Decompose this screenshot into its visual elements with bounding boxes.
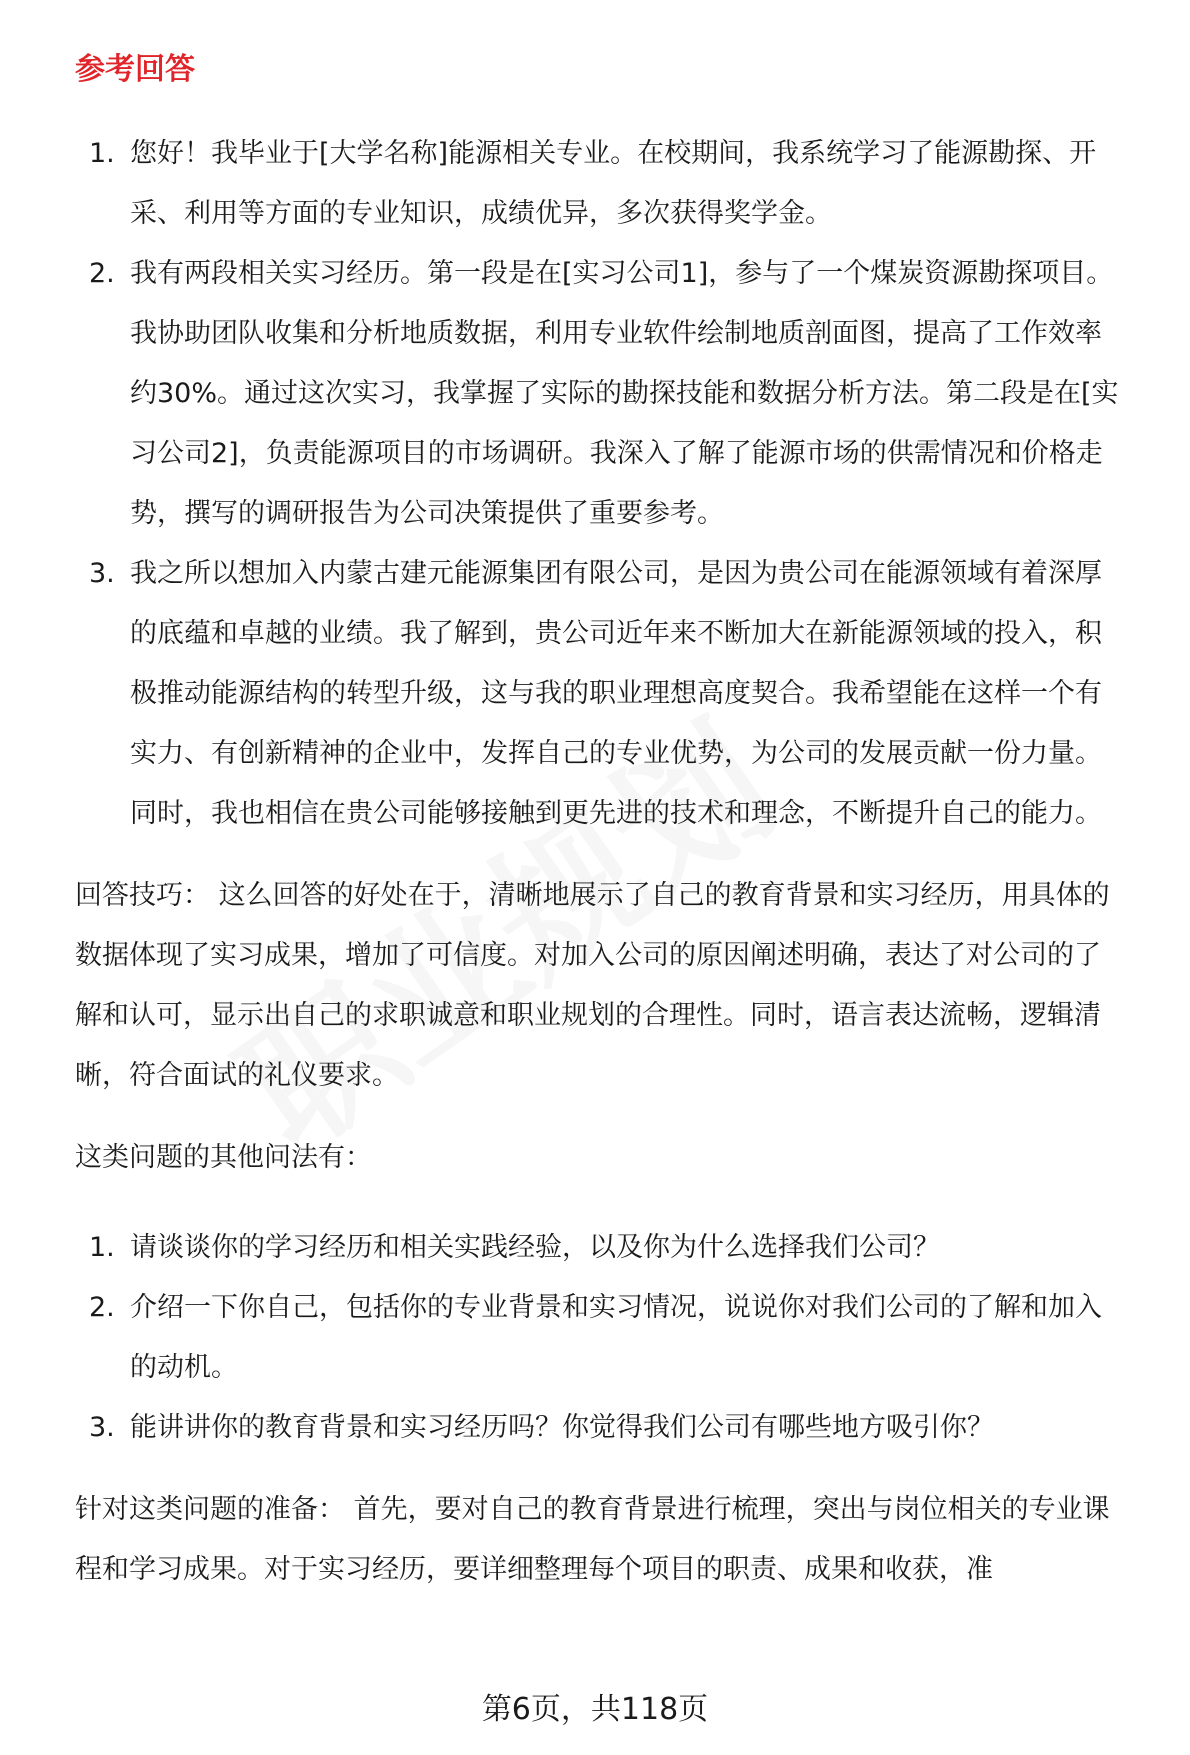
list-number: 3. xyxy=(89,558,115,589)
list-item xyxy=(75,1218,1120,1278)
list-text: 您好！我毕业于[大学名称]能源相关专业。在校期间，我系统学习了能源勘探、开采、利用等方面的专业知识，成绩优异，多次获得奖学金。 xyxy=(130,138,1097,229)
list-number: 1. xyxy=(89,138,115,169)
list-text: 能讲讲你的教育背景和实习经历吗？你觉得我们公司有哪些地方吸引你？ xyxy=(130,1412,994,1443)
answer-tips: 回答技巧： 这么回答的好处在于，清晰地展示了自己的教育背景和实习经历，用具体的数据体现了实习成果，增加了可信度。对加入公司的原因阐述明确，表达了对公司的了解和认可，显示出自己的求职诚意和职业规划的合理性。同时，语言表达流畅，逻辑清晰，符合面试的礼仪要求。 xyxy=(75,880,1110,1091)
list-text: 我之所以想加入内蒙古建元能源集团有限公司，是因为贵公司在能源领域有着深厚的底蕴和卓越的业绩。我了解到，贵公司近年来不断加大在新能源领域的投入，积极推动能源结构的转型升级，这与我的职业理想高度契合。我希望能在这样一个有实力、有创新精神的企业中，发挥自己的专业优势，为公司的发展贡献一份力量。同时，我也相信在贵公司能够接触到更先进的技术和理念，不断提升自己的能力。 xyxy=(130,558,1102,829)
preparation-text: 针对这类问题的准备： 首先，要对自己的教育背景进行梳理，突出与岗位相关的专业课程和学习成果。对于实习经历，要详细整理每个项目的职责、成果和收获，准 xyxy=(75,1494,1110,1585)
answer-list xyxy=(75,124,1120,844)
list-text: 我有两段相关实习经历。第一段是在[实习公司1]，参与了一个煤炭资源勘探项目。我协助团队收集和分析地质数据，利用专业软件绘制地质剖面图，提高了工作效率约30%。通过这次实习，我掌握了实际的勘探技能和数据分析方法。第二段是在[实习公司2]，负责能源项目的市场调研。我深入了解了能源市场的供需情况和价格走势，撰写的调研报告为公司决策提供了重要参考。 xyxy=(130,258,1119,529)
list-item xyxy=(75,124,1120,244)
list-number: 3. xyxy=(89,1412,115,1443)
list-number: 2. xyxy=(89,1292,115,1323)
list-number: 1. xyxy=(89,1232,115,1263)
other-ways-title: 这类问题的其他问法有： xyxy=(75,1142,372,1173)
list-item xyxy=(75,544,1120,844)
page-number: 第6页，共118页 xyxy=(481,1692,709,1727)
document-page xyxy=(75,50,1120,1600)
section-heading: 参考回答 xyxy=(75,52,195,87)
other-ways-list xyxy=(75,1218,1120,1458)
list-item xyxy=(75,1398,1120,1458)
list-text: 请谈谈你的学习经历和相关实践经验，以及你为什么选择我们公司？ xyxy=(130,1232,940,1263)
list-number: 2. xyxy=(89,258,115,289)
list-item xyxy=(75,244,1120,544)
list-text: 介绍一下你自己，包括你的专业背景和实习情况，说说你对我们公司的了解和加入的动机。 xyxy=(130,1292,1102,1383)
list-item xyxy=(75,1278,1120,1398)
